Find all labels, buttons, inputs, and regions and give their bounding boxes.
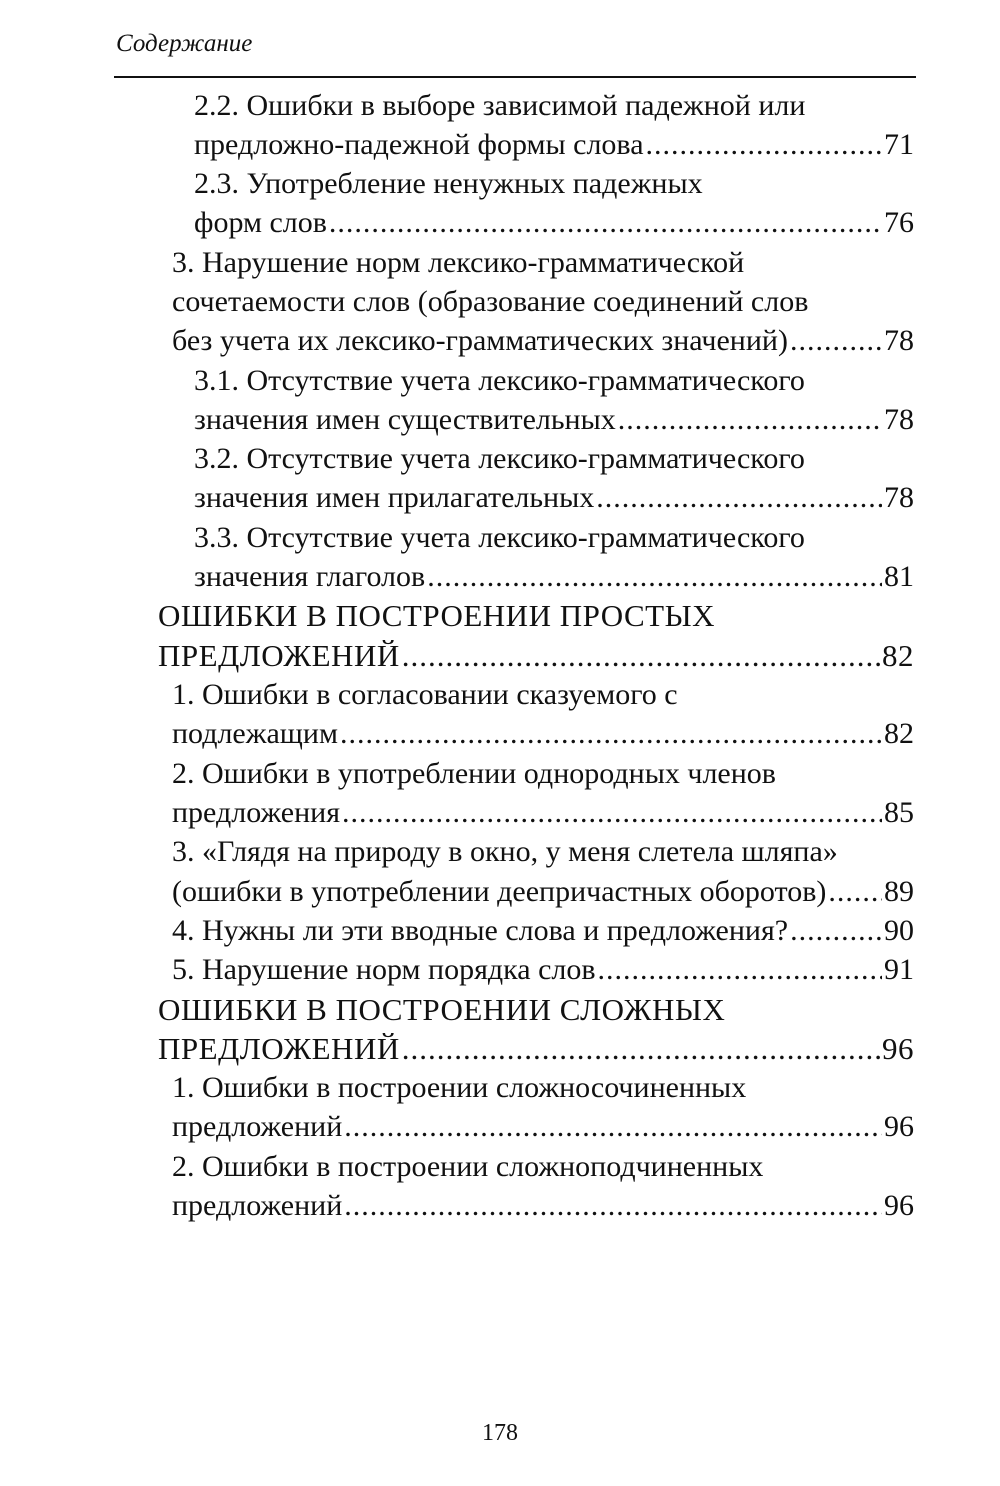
dot-leader [646,125,882,164]
toc-line [172,754,914,793]
toc-page-number: 89 [884,875,914,908]
toc-line [172,950,914,989]
toc-line-text: без учета их лексико-грамматических значений) [172,324,788,357]
toc-line-text: 3. Нарушение норм лексико-грамматической [172,246,745,279]
toc-page-number: 78 [884,324,914,357]
toc-line-text: значения имен прилагательных [194,481,595,514]
toc-page-number: 82 [882,638,914,673]
toc-line [194,86,914,125]
toc-line-text: 1. Ошибки в построении сложносочиненных [172,1071,747,1104]
toc-line-text: 2.2. Ошибки в выборе зависимой падежной или [194,89,806,122]
toc-line-text: 3.1. Отсутствие учета лексико-грамматического [194,364,805,397]
toc-line [172,321,914,360]
toc-section-heading [158,636,914,675]
dot-leader [598,950,882,989]
toc-line [194,557,914,596]
toc-line-text: 2. Ошибки в построении сложноподчиненных [172,1150,764,1183]
toc-line [172,872,914,911]
toc-page-number: 96 [884,1110,914,1143]
toc-line [194,164,914,203]
toc-section-heading [158,1029,914,1068]
toc-page-number: 82 [884,717,914,750]
dot-leader [402,1029,880,1068]
toc-page-number: 76 [884,206,914,239]
toc-line [172,793,914,832]
toc-page-number: 71 [884,128,914,161]
toc-page-number: 96 [882,1031,914,1066]
toc-line-text: 3.2. Отсутствие учета лексико-грамматического [194,442,805,475]
toc-line [172,911,914,950]
toc-line [194,518,914,557]
dot-leader [790,911,882,950]
toc-line-text: 2. Ошибки в употреблении однородных членов [172,757,776,790]
toc-section-heading [158,990,914,1029]
toc-line-text: ОШИБКИ В ПОСТРОЕНИИ ПРОСТЫХ [158,598,716,633]
toc-line-text: предложения [172,796,341,829]
dot-leader [402,636,880,675]
toc-line [172,282,914,321]
toc-page-number: 81 [884,560,914,593]
page-number: 178 [482,1420,518,1446]
toc-line-text: ОШИБКИ В ПОСТРОЕНИИ СЛОЖНЫХ [158,992,726,1027]
toc-line-text: 3.3. Отсутствие учета лексико-грамматического [194,521,805,554]
toc-line [172,1068,914,1107]
toc-line [172,714,914,753]
dot-leader [344,1186,882,1225]
dot-leader [342,793,882,832]
toc-page-number: 96 [884,1189,914,1222]
dot-leader [618,400,882,439]
header-rule [114,76,916,78]
toc-page-number: 91 [884,953,914,986]
toc-line [172,1107,914,1146]
toc-line-text: (ошибки в употреблении деепричастных оборотов) [172,875,827,908]
toc-line [194,361,914,400]
toc-line [194,400,914,439]
dot-leader [340,714,882,753]
toc-line-text: предложений [172,1189,343,1222]
toc-line-text: 2.3. Употребление ненужных падежных [194,167,703,200]
dot-leader [828,872,882,911]
dot-leader [790,321,882,360]
toc-line-text: 1. Ошибки в согласовании сказуемого с [172,678,678,711]
dot-leader [329,203,882,242]
toc-line-text: ПРЕДЛОЖЕНИЙ [158,1031,400,1066]
dot-leader [596,478,882,517]
dot-leader [344,1107,882,1146]
dot-leader [427,557,882,596]
toc-page-number: 78 [884,481,914,514]
toc-page-number: 85 [884,796,914,829]
toc-page-number: 78 [884,403,914,436]
toc-line-text: предложений [172,1110,343,1143]
toc-line [194,439,914,478]
toc-line-text: значения имен существительных [194,403,616,436]
toc-line [172,243,914,282]
toc-line-text: 4. Нужны ли эти вводные слова и предложения? [172,914,789,947]
toc-line [172,832,914,871]
toc-line [194,478,914,517]
toc-line [172,1147,914,1186]
toc-line-text: 3. «Глядя на природу в окно, у меня слетела шляпа» [172,835,838,868]
toc-line [172,675,914,714]
toc-section-heading [158,596,914,635]
toc-line [172,1186,914,1225]
toc-line-text: сочетаемости слов (образование соединений слов [172,285,809,318]
toc-line-text: предложно-падежной формы слова [194,128,644,161]
toc-line [194,125,914,164]
toc-line-text: подлежащим [172,717,338,750]
running-head: Содержание [116,30,253,57]
toc-page-number: 90 [884,914,914,947]
toc-line [194,203,914,242]
toc-line-text: значения глаголов [194,560,426,593]
toc-line-text: форм слов [194,206,327,239]
toc-line-text: 5. Нарушение норм порядка слов [172,953,596,986]
toc-line-text: ПРЕДЛОЖЕНИЙ [158,638,400,673]
